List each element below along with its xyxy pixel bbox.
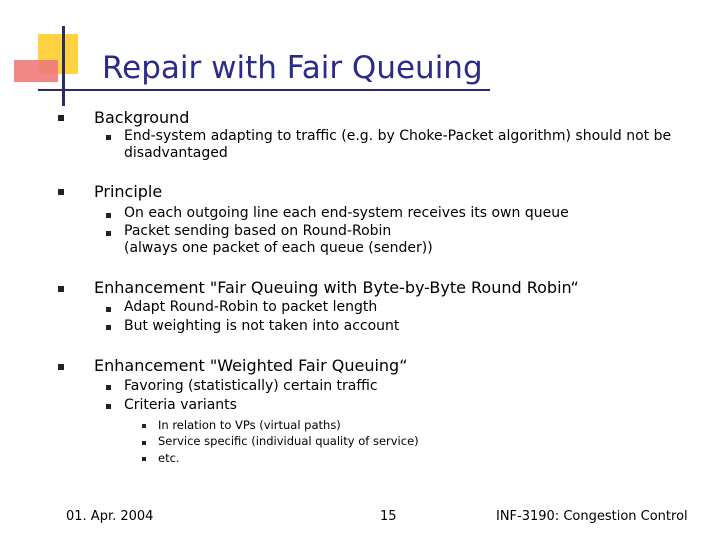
title-vertical-rule xyxy=(62,26,65,106)
list-item: Packet sending based on Round-Robin xyxy=(124,223,392,239)
bullet-icon xyxy=(106,307,111,312)
slide-title: Repair with Fair Queuing xyxy=(102,50,483,86)
list-item: On each outgoing line each end-system receives its own queue xyxy=(124,205,569,221)
page-number: 15 xyxy=(380,509,397,524)
section-heading-background: Background xyxy=(94,108,190,127)
section-heading-weighted-fair-queuing: Enhancement "Weighted Fair Queuing“ xyxy=(94,356,408,375)
bullet-icon xyxy=(142,457,146,461)
list-item: End-system adapting to traffic (e.g. by Choke-Packet algorithm) should not be xyxy=(124,128,672,144)
section-heading-fair-queuing: Enhancement "Fair Queuing with Byte-by-Byte Round Robin“ xyxy=(94,278,579,297)
bullet-icon xyxy=(106,231,111,236)
bullet-icon xyxy=(106,135,111,140)
bullet-icon xyxy=(58,115,64,121)
section-heading-principle: Principle xyxy=(94,182,163,201)
bullet-icon xyxy=(106,385,111,390)
list-item: Criteria variants xyxy=(124,397,237,413)
list-item-continuation: (always one packet of each queue (sender)) xyxy=(124,240,433,256)
title-underline xyxy=(38,89,490,91)
sub-list-item: Service specific (individual quality of service) xyxy=(158,434,419,448)
footer-course: INF-3190: Congestion Control xyxy=(496,509,688,524)
bullet-icon xyxy=(142,424,146,428)
sub-list-item: In relation to VPs (virtual paths) xyxy=(158,418,341,432)
bullet-icon xyxy=(106,213,111,218)
logo-red-bar xyxy=(14,60,58,82)
bullet-icon xyxy=(58,364,64,370)
bullet-icon xyxy=(106,325,111,330)
bullet-icon xyxy=(58,286,64,292)
sub-list-item: etc. xyxy=(158,451,180,465)
list-item: But weighting is not taken into account xyxy=(124,318,400,334)
bullet-icon xyxy=(106,404,111,409)
footer-date: 01. Apr. 2004 xyxy=(66,509,154,524)
list-item-continuation: disadvantaged xyxy=(124,145,228,161)
bullet-icon xyxy=(142,441,146,445)
list-item: Adapt Round-Robin to packet length xyxy=(124,299,378,315)
bullet-icon xyxy=(58,189,64,195)
list-item: Favoring (statistically) certain traffic xyxy=(124,378,378,394)
